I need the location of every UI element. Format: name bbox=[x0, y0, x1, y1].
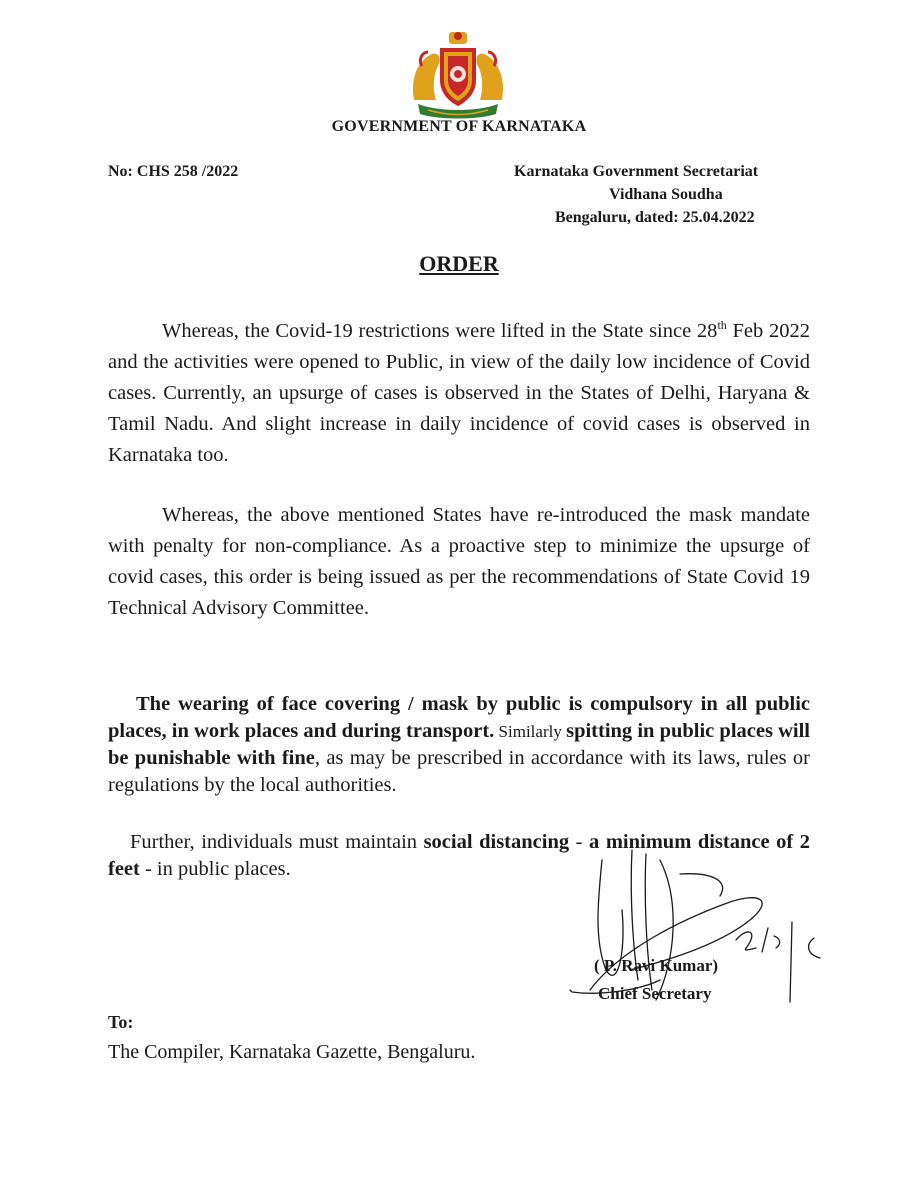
recipient-label: To: bbox=[108, 1012, 134, 1032]
paragraph-2 bbox=[108, 500, 810, 624]
superscript-th: th bbox=[717, 318, 727, 332]
paragraph-1-text-a: Whereas, the Covid-19 restrictions were lifted in the State since 28 bbox=[162, 319, 718, 342]
office-line-2: Vidhana Soudha bbox=[609, 186, 723, 203]
signatory-designation: Chief Secretary bbox=[598, 984, 712, 1003]
mask-mandate-text: The wearing of face covering / mask by public is compulsory in all public places, in work places and during transport. bbox=[108, 693, 810, 742]
office-line-3-date: Bengaluru, dated: 25.04.2022 bbox=[555, 209, 755, 226]
paragraph-4-text-1: Further, individuals must maintain bbox=[130, 831, 424, 853]
document-title: ORDER bbox=[419, 251, 499, 276]
paragraph-1-text-b: Feb 2022 and the activities were opened to Public, in view of the daily low incidence of Covid cases. Currently, an upsurge of cases is observed in the States of Delhi, Haryana & Tamil Nadu. And slight increase in daily incidence of covid cases is observed in Karnataka too. bbox=[108, 319, 810, 466]
minimum-distance-text: a minimum distance of 2 feet bbox=[108, 831, 811, 880]
karnataka-emblem bbox=[408, 30, 508, 120]
paragraph-3-rest: , as may be prescribed in accordance with its laws, rules or regulations by the local authorities. bbox=[108, 747, 810, 796]
office-line-1: Karnataka Government Secretariat bbox=[514, 163, 759, 180]
order-number: No: CHS 258 /2022 bbox=[108, 163, 239, 180]
recipient-line: The Compiler, Karnataka Gazette, Bengaluru. bbox=[108, 1041, 476, 1063]
paragraph-1 bbox=[108, 310, 810, 471]
spitting-fine-text: spitting in public places will be punishable with fine bbox=[108, 720, 810, 769]
paragraph-4-text-3: - in public places. bbox=[139, 858, 291, 880]
paragraph-2-text: Whereas, the above mentioned States have re-introduced the mask mandate with penalty for non-compliance. As a proactive step to minimize the upsurge of covid cases, this order is being issued as per the recommendations of State Covid 19 Technical Advisory Committee. bbox=[108, 504, 810, 619]
paragraph-4-text-2: - bbox=[569, 831, 590, 853]
similarly-text: Similarly bbox=[494, 722, 567, 741]
government-heading: GOVERNMENT OF KARNATAKA bbox=[331, 118, 587, 135]
social-distancing-text: social distancing bbox=[423, 831, 570, 853]
paragraph-3 bbox=[108, 691, 810, 799]
signatory-name: ( P. Ravi Kumar) bbox=[594, 956, 719, 975]
